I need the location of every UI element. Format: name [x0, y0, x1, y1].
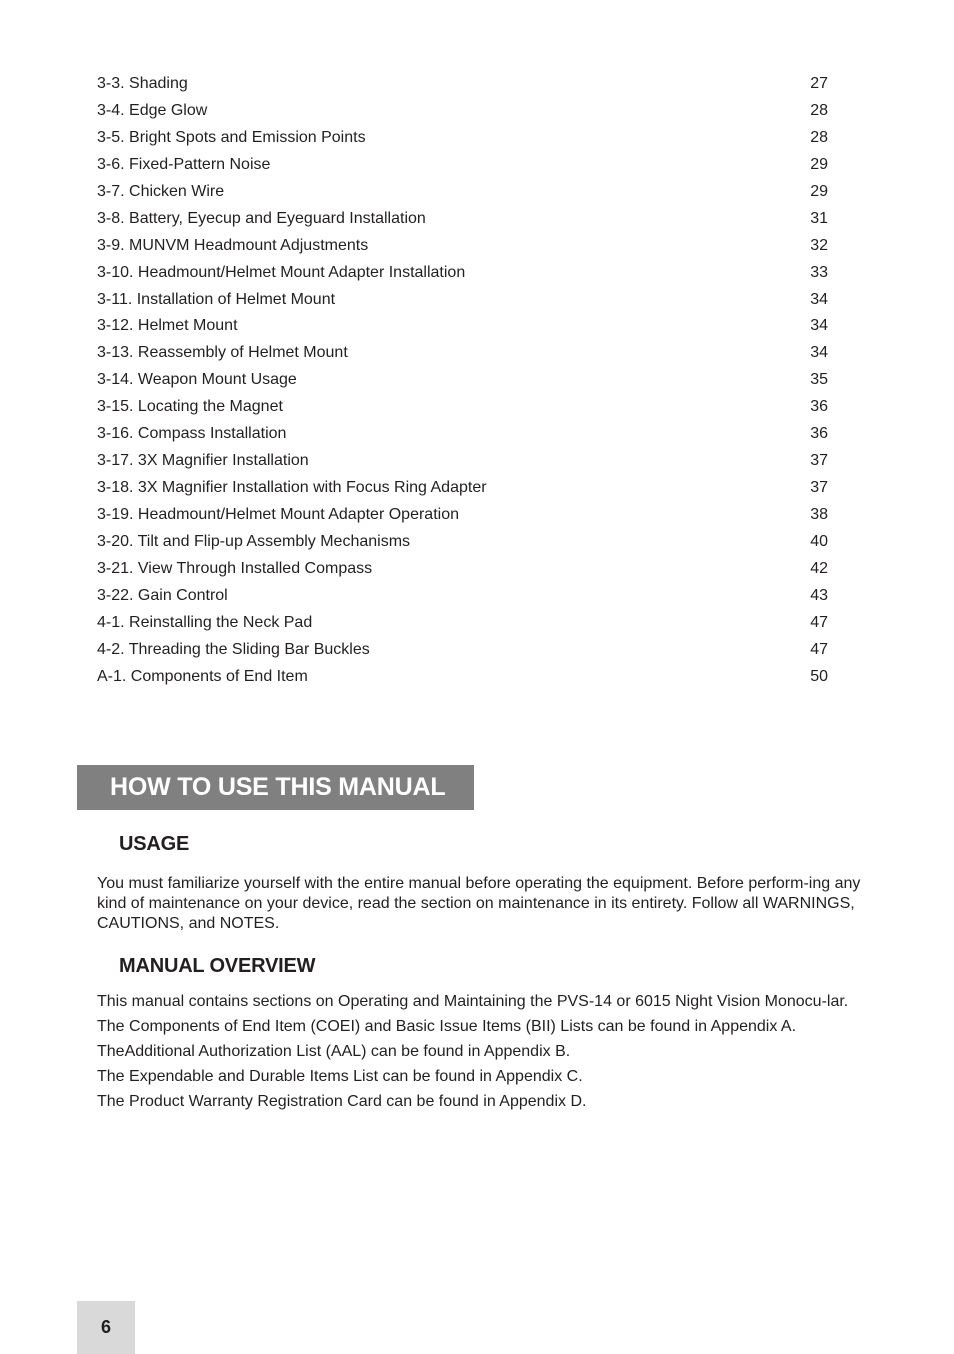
- toc-entry[interactable]: [97, 610, 828, 637]
- toc-entry-label: 3-10. Headmount/Helmet Mount Adapter Installation: [97, 263, 466, 281]
- toc-entry[interactable]: [97, 313, 828, 340]
- toc-entry[interactable]: [97, 152, 828, 179]
- toc-entry-page: 32: [810, 236, 828, 254]
- toc-entry-page: 37: [810, 479, 828, 497]
- toc-entry-label: A-1. Components of End Item: [97, 667, 308, 685]
- toc-entry[interactable]: [97, 448, 828, 475]
- toc-entry-page: 34: [810, 317, 828, 335]
- toc-entry-page: 34: [810, 290, 828, 308]
- toc-entry-label: 3-3. Shading: [97, 75, 188, 92]
- toc-entry[interactable]: [97, 421, 828, 448]
- toc-entry-label: 3-16. Compass Installation: [97, 425, 287, 443]
- toc-entry-label: 3-4. Edge Glow: [97, 101, 208, 119]
- list-of-figures: [97, 71, 828, 691]
- toc-entry-label: 3-14. Weapon Mount Usage: [97, 371, 297, 389]
- toc-entry-label: 3-8. Battery, Eyecup and Eyeguard Installation: [97, 209, 426, 227]
- toc-entry-label: 3-12. Helmet Mount: [97, 317, 238, 335]
- toc-entry[interactable]: [97, 475, 828, 502]
- toc-entry-page: 29: [810, 182, 828, 200]
- toc-entry-label: 3-15. Locating the Magnet: [97, 398, 283, 416]
- toc-entry-label: 3-11. Installation of Helmet Mount: [97, 290, 336, 308]
- page-number-box: [77, 1301, 135, 1354]
- toc-entry-label: 3-7. Chicken Wire: [97, 182, 225, 200]
- toc-entry[interactable]: [97, 637, 828, 664]
- toc-entry-page: 31: [810, 209, 828, 227]
- toc-entry-label: 3-18. 3X Magnifier Installation with Focus Ring Adapter: [97, 479, 487, 497]
- section-title-banner: [77, 765, 474, 810]
- toc-entry[interactable]: [97, 340, 828, 367]
- toc-entry[interactable]: [97, 502, 828, 529]
- toc-entry-page: 47: [810, 640, 828, 658]
- toc-entry-page: 29: [810, 155, 828, 173]
- toc-entry-label: 3-19. Headmount/Helmet Mount Adapter Operation: [97, 506, 459, 523]
- overview-paragraph: The Expendable and Durable Items List can be found in Appendix C.: [97, 1068, 583, 1085]
- section-title: HOW TO USE THIS MANUAL: [110, 773, 446, 801]
- toc-entry[interactable]: [97, 556, 828, 583]
- toc-entry-page: 40: [810, 532, 828, 550]
- toc-entry[interactable]: [97, 664, 828, 691]
- overview-paragraph: The Product Warranty Registration Card can be found in Appendix D.: [97, 1093, 587, 1110]
- toc-entry-page: 27: [810, 75, 828, 92]
- toc-entry-page: 28: [810, 128, 828, 146]
- toc-entry[interactable]: [97, 260, 828, 287]
- manual-overview-body: [97, 992, 879, 1117]
- toc-entry-label: 3-17. 3X Magnifier Installation: [97, 452, 309, 470]
- usage-heading: USAGE: [119, 833, 190, 855]
- toc-entry-label: 3-22. Gain Control: [97, 586, 228, 604]
- toc-entry-page: 43: [810, 586, 828, 604]
- toc-entry[interactable]: [97, 71, 828, 98]
- toc-entry-page: 50: [810, 667, 828, 685]
- toc-entry-label: 4-1. Reinstalling the Neck Pad: [97, 613, 313, 631]
- toc-entry-label: 3-20. Tilt and Flip-up Assembly Mechanisms: [97, 532, 411, 550]
- toc-entry[interactable]: [97, 206, 828, 233]
- toc-entry[interactable]: [97, 394, 828, 421]
- toc-entry-label: 3-13. Reassembly of Helmet Mount: [97, 344, 348, 362]
- toc-entry[interactable]: [97, 125, 828, 152]
- toc-entry-page: 38: [810, 506, 828, 523]
- toc-entry-page: 36: [810, 398, 828, 416]
- toc-entry-page: 33: [810, 263, 828, 281]
- toc-entry-page: 37: [810, 452, 828, 470]
- toc-entry[interactable]: [97, 367, 828, 394]
- toc-entry-page: 34: [810, 344, 828, 362]
- toc-entry-label: 3-5. Bright Spots and Emission Points: [97, 128, 366, 146]
- overview-paragraph: This manual contains sections on Operating and Maintaining the PVS-14 or 6015 Night Vision Monocu-lar.: [97, 993, 849, 1010]
- toc-entry[interactable]: [97, 233, 828, 260]
- usage-paragraph: [97, 874, 879, 934]
- toc-entry[interactable]: [97, 287, 828, 314]
- toc-entry-page: 28: [810, 101, 828, 119]
- toc-entry-label: 3-6. Fixed-Pattern Noise: [97, 155, 271, 173]
- overview-paragraph: The Components of End Item (COEI) and Basic Issue Items (BII) Lists can be found in Appendix A.: [97, 1018, 797, 1035]
- toc-entry-page: 47: [810, 613, 828, 631]
- toc-entry-label: 3-9. MUNVM Headmount Adjustments: [97, 236, 369, 254]
- overview-paragraph: TheAdditional Authorization List (AAL) can be found in Appendix B.: [97, 1043, 571, 1060]
- toc-entry-label: 3-21. View Through Installed Compass: [97, 559, 373, 577]
- toc-entry[interactable]: [97, 583, 828, 610]
- toc-entry[interactable]: [97, 179, 828, 206]
- toc-entry-label: 4-2. Threading the Sliding Bar Buckles: [97, 640, 370, 658]
- toc-entry[interactable]: [97, 529, 828, 556]
- toc-entry-page: 42: [810, 559, 828, 577]
- toc-entry-page: 36: [810, 425, 828, 443]
- manual-overview-heading: MANUAL OVERVIEW: [119, 955, 316, 977]
- usage-text: You must familiarize yourself with the entire manual before operating the equipment. Before perform-ing any kind of maintenance on your device, read the section on maintenance in its entirety. Follow all WARNINGS, CAUTIONS, and NOTES.: [97, 875, 861, 932]
- page-number: 6: [100, 1317, 111, 1337]
- toc-entry[interactable]: [97, 98, 828, 125]
- toc-entry-page: 35: [810, 371, 828, 389]
